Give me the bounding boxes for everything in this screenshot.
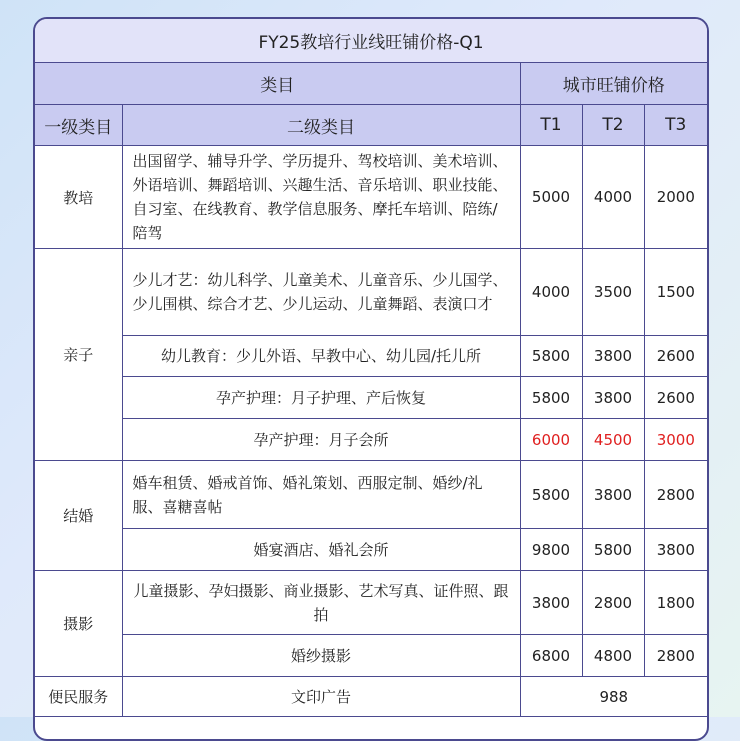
table-title: FY25教培行业线旺铺价格-Q1 — [35, 19, 707, 63]
t1-price: 6800 — [520, 635, 582, 677]
level2-header: 二级类目 — [122, 105, 520, 146]
t3-price: 3800 — [644, 529, 707, 571]
t2-price: 3500 — [582, 249, 644, 336]
t3-price: 2600 — [644, 377, 707, 419]
level1-cell: 便民服务 — [35, 677, 122, 717]
level1-cell: 摄影 — [35, 571, 122, 677]
t1-price: 5000 — [520, 146, 582, 249]
level2-cell: 孕产护理：月子会所 — [122, 419, 520, 461]
level2-cell: 文印广告 — [122, 677, 520, 717]
t3-price: 2800 — [644, 635, 707, 677]
t2-price: 2800 — [582, 571, 644, 635]
level2-cell: 孕产护理：月子护理、产后恢复 — [122, 377, 520, 419]
t1-price: 9800 — [520, 529, 582, 571]
level2-cell: 儿童摄影、孕妇摄影、商业摄影、艺术写真、证件照、跟拍 — [122, 571, 520, 635]
level2-cell: 幼儿教育：少儿外语、早教中心、幼儿园/托儿所 — [122, 336, 520, 377]
table-row — [35, 249, 707, 336]
table-row — [35, 336, 707, 377]
t2-price: 5800 — [582, 529, 644, 571]
level1-cell: 结婚 — [35, 461, 122, 571]
t3-price: 2600 — [644, 336, 707, 377]
city-price-header: 城市旺铺价格 — [520, 63, 707, 105]
price-table-card — [33, 17, 709, 741]
level1-cell: 亲子 — [35, 249, 122, 461]
table-row — [35, 635, 707, 677]
t2-price: 3800 — [582, 461, 644, 529]
table-row — [35, 419, 707, 461]
price-table — [35, 19, 707, 717]
level1-header: 一级类目 — [35, 105, 122, 146]
t3-price: 1800 — [644, 571, 707, 635]
table-row — [35, 461, 707, 529]
category-header: 类目 — [35, 63, 520, 105]
level2-cell: 少儿才艺：幼儿科学、儿童美术、儿童音乐、少儿国学、少儿围棋、综合才艺、少儿运动、儿童舞蹈、表演口才 — [122, 249, 520, 336]
table-row — [35, 571, 707, 635]
table-row — [35, 529, 707, 571]
t3-price: 1500 — [644, 249, 707, 336]
t2-price: 4800 — [582, 635, 644, 677]
t3-price: 2800 — [644, 461, 707, 529]
table-row — [35, 377, 707, 419]
t2-price-highlight: 4500 — [582, 419, 644, 461]
level2-cell: 婚车租赁、婚戒首饰、婚礼策划、西服定制、婚纱/礼服、喜糖喜帖 — [122, 461, 520, 529]
t2-header: T2 — [582, 105, 644, 146]
unified-price: 988 — [520, 677, 707, 717]
level2-cell: 出国留学、辅导升学、学历提升、驾校培训、美术培训、外语培训、舞蹈培训、兴趣生活、音乐培训、职业技能、自习室、在线教育、教学信息服务、摩托车培训、陪练/陪驾 — [122, 146, 520, 249]
t2-price: 4000 — [582, 146, 644, 249]
t3-price-highlight: 3000 — [644, 419, 707, 461]
t1-price: 4000 — [520, 249, 582, 336]
level1-cell: 教培 — [35, 146, 122, 249]
table-row — [35, 677, 707, 717]
t1-price: 5800 — [520, 377, 582, 419]
t1-price: 3800 — [520, 571, 582, 635]
t3-price: 2000 — [644, 146, 707, 249]
level2-cell: 婚宴酒店、婚礼会所 — [122, 529, 520, 571]
t3-header: T3 — [644, 105, 707, 146]
t1-header: T1 — [520, 105, 582, 146]
level2-cell: 婚纱摄影 — [122, 635, 520, 677]
t1-price: 5800 — [520, 336, 582, 377]
t2-price: 3800 — [582, 377, 644, 419]
t1-price-highlight: 6000 — [520, 419, 582, 461]
table-row — [35, 146, 707, 249]
t1-price: 5800 — [520, 461, 582, 529]
t2-price: 3800 — [582, 336, 644, 377]
